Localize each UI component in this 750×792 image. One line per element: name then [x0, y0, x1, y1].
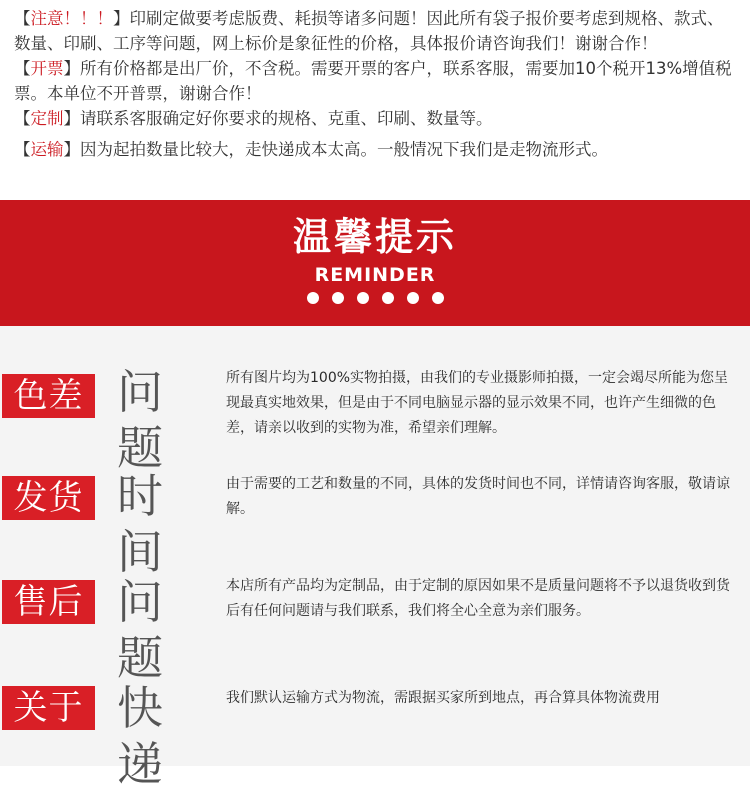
decorative-dot [332, 292, 344, 304]
notice-text: 所有价格都是出厂价，不含税。需要开票的客户，联系客服，需要加10个税开13%增值税票。本单位不开普票，谢谢合作！ [14, 59, 732, 103]
notice-tag: 运输 [30, 140, 64, 159]
reminder-big-label: 问题 [117, 575, 165, 685]
decorative-dot [432, 292, 444, 304]
top-notices [0, 0, 750, 200]
reminder-text: 由于需要的工艺和数量的不同，具体的发货时间也不同，详情请咨询客服，敬请谅解。 [226, 476, 730, 517]
reminder-red-label: 发货 [2, 476, 95, 520]
reminder-red-label: 色差 [2, 374, 95, 418]
notice-tag: 定制 [30, 109, 64, 128]
dot-row [0, 292, 750, 304]
notice-tag: 开票 [30, 59, 64, 78]
reminder-red-label: 售后 [2, 580, 95, 624]
decorative-dot [357, 292, 369, 304]
notice-tag: 注意！！！ [30, 9, 113, 28]
reminder-banner [0, 200, 750, 326]
bracket-close: 】 [113, 9, 130, 28]
notice-text: 印刷定做要考虑版费、耗损等诸多问题！因此所有袋子报价要考虑到规格、款式、数量、印刷、工序等问题，网上标价是象征性的价格，具体报价请咨询我们！谢谢合作！ [14, 9, 724, 53]
bracket-open: 【 [14, 9, 31, 28]
bracket-close: 】 [63, 59, 80, 78]
bracket-open: 【 [14, 109, 31, 128]
notice-text: 请联系客服确定好你要求的规格、克重、印刷、数量等。 [80, 109, 493, 128]
notice-custom [14, 106, 738, 131]
reminder-big-label: 快递 [117, 681, 165, 791]
reminder-red-label: 关于 [2, 686, 95, 730]
reminder-text: 我们默认运输方式为物流，需跟据买家所到地点，再合算具体物流费用 [226, 690, 660, 706]
banner-title: 温馨提示 [292, 215, 457, 259]
decorative-dot [382, 292, 394, 304]
decorative-dot [307, 292, 319, 304]
reminder-big-label: 时间 [117, 469, 165, 579]
notice-attention [14, 6, 738, 56]
reminder-big-label: 问题 [117, 365, 165, 475]
bracket-open: 【 [14, 140, 31, 159]
notice-invoice [14, 56, 738, 106]
bracket-open: 【 [14, 59, 31, 78]
banner-subtitle: REMINDER [314, 264, 436, 286]
bracket-close: 】 [63, 140, 80, 159]
notice-shipping [14, 137, 738, 162]
notice-text: 因为起拍数量比较大，走快递成本太高。一般情况下我们是走物流形式。 [80, 140, 608, 159]
reminder-text: 所有图片均为100%实物拍摄，由我们的专业摄影师拍摄，一定会竭尽所能为您呈现最真实地效果，但是由于不同电脑显示器的显示效果不同，也许产生细微的色差，请亲以收到的实物为准，希望亲们理解。 [226, 370, 729, 436]
reminder-text: 本店所有产品均为定制品，由于定制的原因如果不是质量问题将不予以退货收到货后有任何问题请与我们联系，我们将全心全意为亲们服务。 [226, 578, 730, 619]
bracket-close: 】 [63, 109, 80, 128]
decorative-dot [407, 292, 419, 304]
reminder-section [0, 326, 750, 791]
